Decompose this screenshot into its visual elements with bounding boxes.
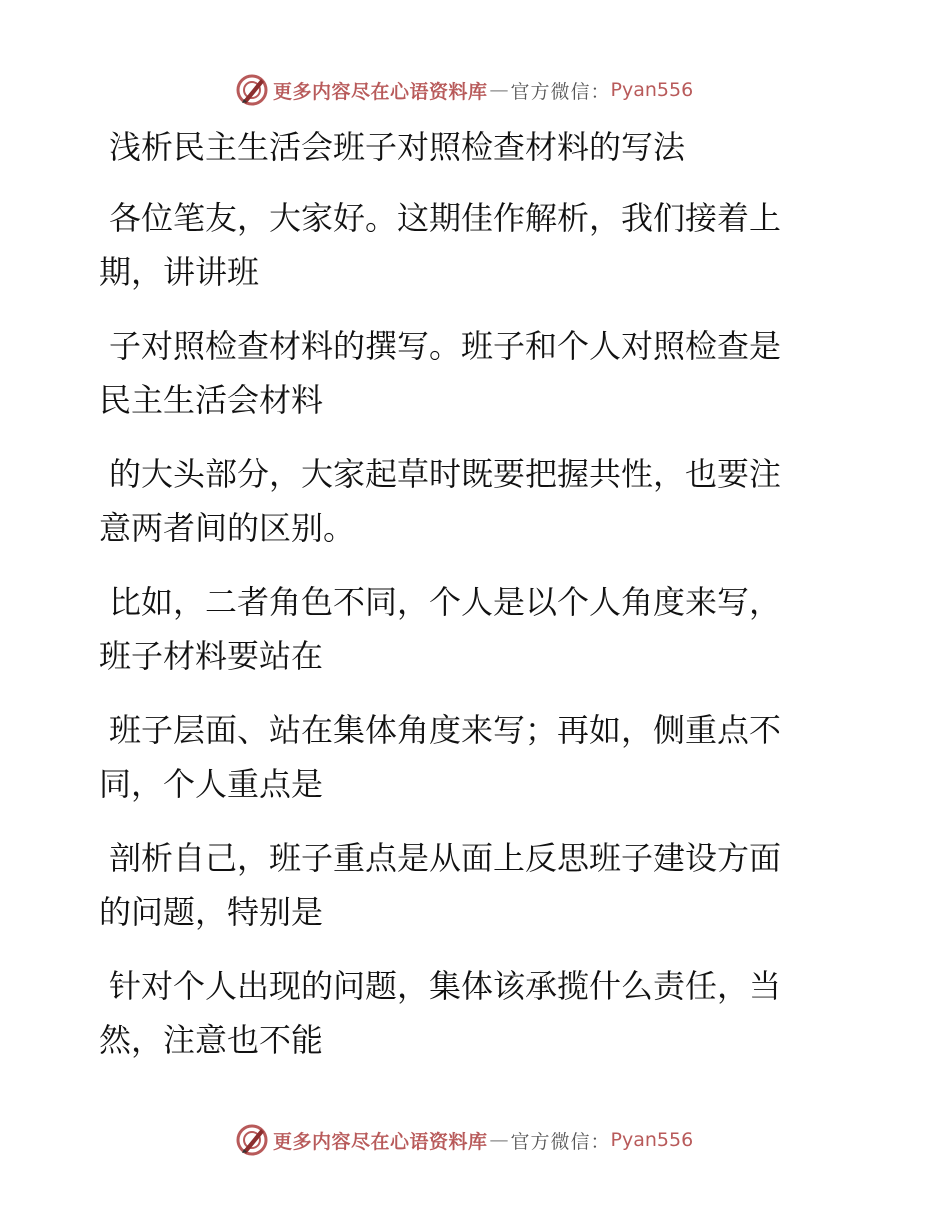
document-body [99,125,834,1087]
watermark-text: 更多内容尽在心语资料库 [273,1130,488,1153]
watermark-footer [235,1122,693,1158]
watermark-wechat-id: Pyan556 [610,79,694,101]
paragraph-line: 期，讲讲班 [99,253,260,291]
paragraph-line: 意两者间的区别。 [99,509,356,547]
paragraph-line: 剖析自己，班子重点是从面上反思班子建设方面 [109,839,782,877]
watermark-wechat-id: Pyan556 [610,1129,694,1151]
paragraph-line: 的问题，特别是 [99,893,324,931]
paragraph-line: 同，个人重点是 [99,765,324,803]
watermark-text: 更多内容尽在心语资料库 [273,80,488,103]
paragraph [99,191,834,299]
watermark-wechat-label: 官方微信： [510,80,611,103]
paragraph [99,575,834,683]
document-title: 浅析民主生活会班子对照检查材料的写法 [109,128,686,166]
paragraph-line: 班子层面、站在集体角度来写；再如，侧重点不 [109,711,782,749]
watermark-separator: — [489,1129,509,1151]
watermark-separator: — [489,79,509,101]
pen-logo-icon [235,73,269,107]
paragraph [99,447,834,555]
paragraph [99,703,834,811]
paragraph-line: 各位笔友，大家好。这期佳作解析，我们接着上 [109,199,782,237]
watermark-header [235,72,693,108]
paragraph-line: 班子材料要站在 [99,637,324,675]
paragraph [99,831,834,939]
watermark-wechat-label: 官方微信： [510,1130,611,1153]
paragraph-line: 然，注意也不能 [99,1021,324,1059]
paragraph-line: 比如，二者角色不同，个人是以个人角度来写， [109,583,782,621]
paragraph [99,319,834,427]
pen-logo-icon [235,1123,269,1157]
paragraph-line: 针对个人出现的问题，集体该承揽什么责任，当 [109,967,782,1005]
paragraph [99,959,834,1067]
paragraph-line: 子对照检查材料的撰写。班子和个人对照检查是 [109,327,782,365]
paragraph-line: 的大头部分，大家起草时既要把握共性，也要注 [109,455,782,493]
paragraph-line: 民主生活会材料 [99,381,324,419]
